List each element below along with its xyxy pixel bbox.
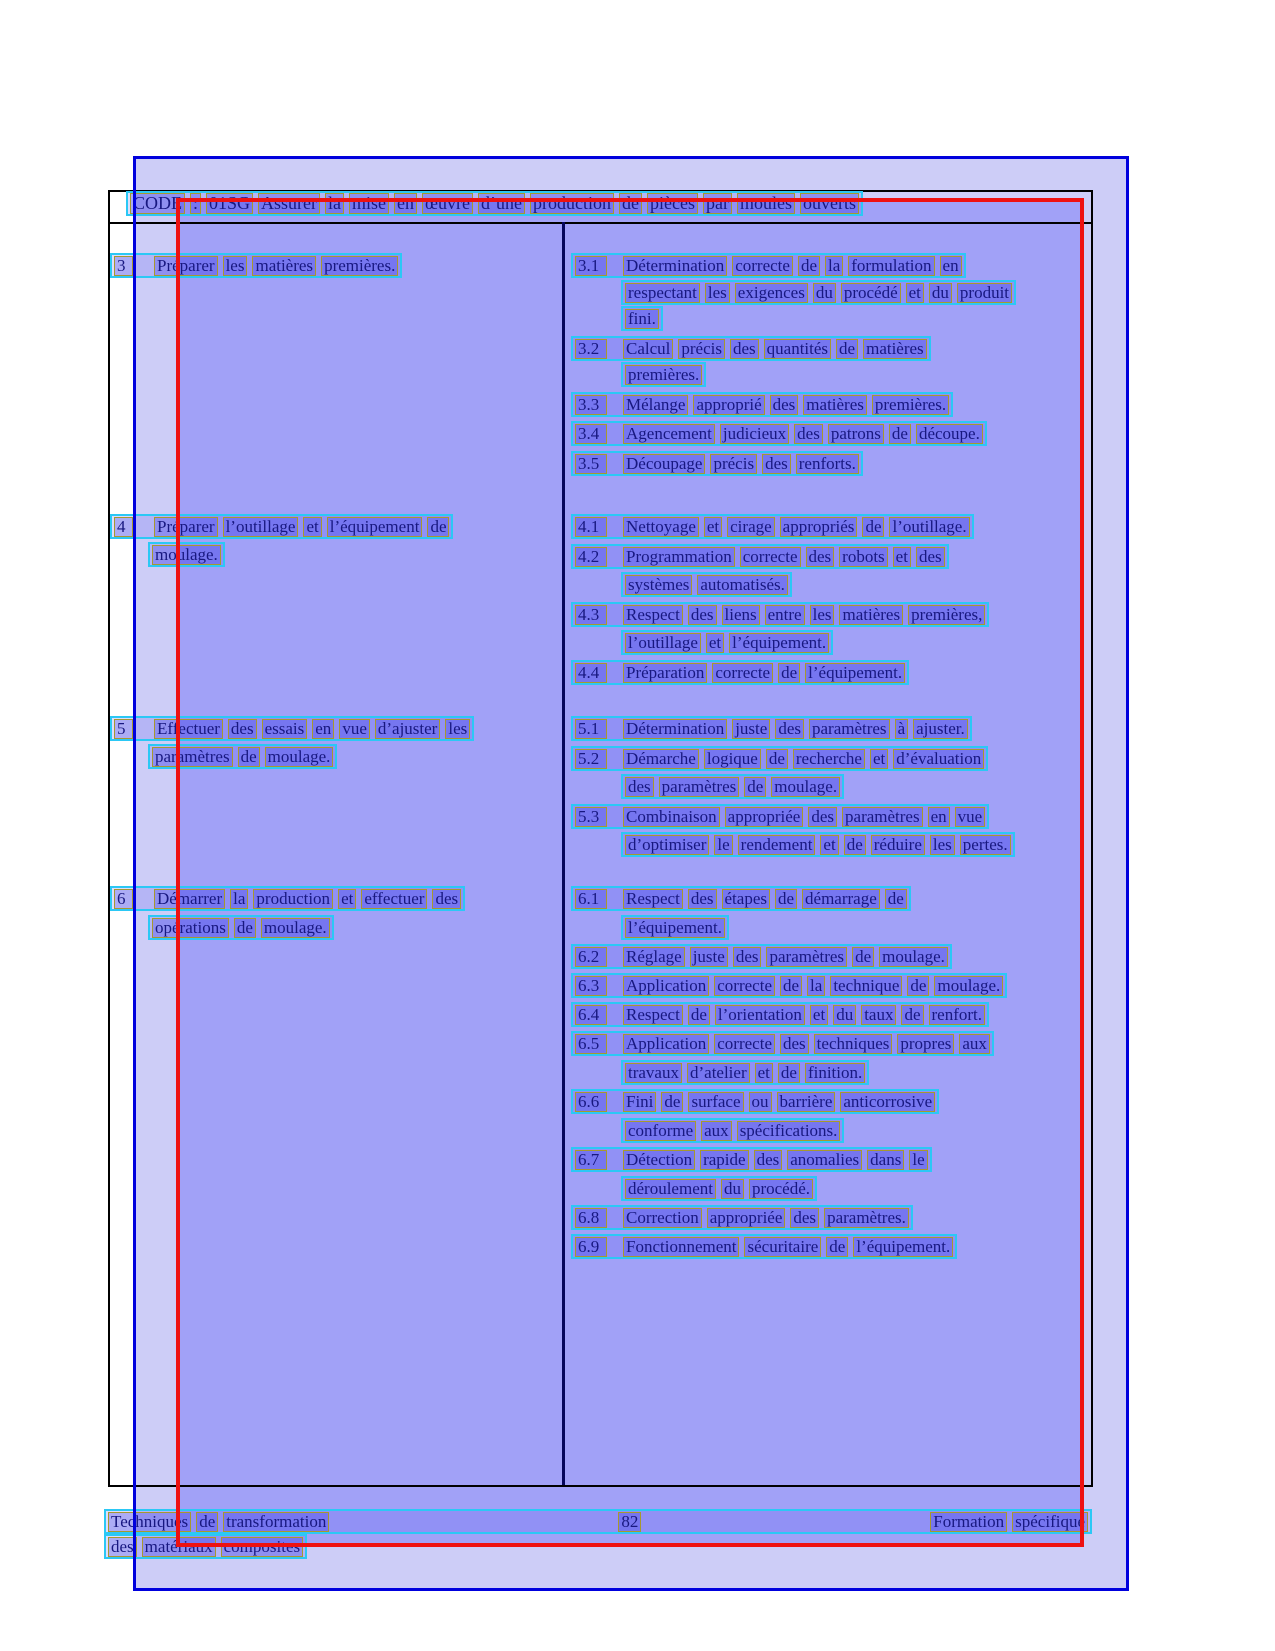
ocr-word-box[interactable]: et — [906, 283, 924, 303]
ocr-word-box[interactable]: essais — [262, 719, 308, 739]
ocr-word-box-item-number[interactable]: 3.2 — [575, 339, 607, 359]
ocr-word-box[interactable]: Préparer — [154, 256, 218, 276]
ocr-word-box[interactable]: réduire — [871, 835, 925, 855]
ocr-word-box[interactable]: des — [688, 605, 717, 625]
ocr-word-box-header[interactable]: CODE — [130, 193, 185, 214]
ocr-word-box[interactable]: la — [230, 889, 248, 909]
ocr-word-box[interactable]: et — [704, 517, 722, 537]
ocr-word-box[interactable]: Application — [623, 1034, 709, 1054]
ocr-word-box[interactable]: produit — [957, 283, 1012, 303]
ocr-word-box[interactable]: surface — [688, 1092, 743, 1112]
ocr-word-box[interactable]: moulage. — [771, 777, 840, 797]
ocr-line-box-subcriterion[interactable] — [571, 716, 972, 741]
ocr-line-box-subcriterion[interactable] — [571, 973, 1007, 998]
ocr-word-box[interactable]: moulage. — [934, 976, 1003, 996]
ocr-word-box[interactable]: travaux — [625, 1063, 682, 1083]
ocr-word-box-footer[interactable]: Formation — [930, 1512, 1007, 1532]
ocr-word-box[interactable]: opérations — [152, 918, 229, 938]
ocr-word-box[interactable]: l’équipement. — [853, 1237, 953, 1257]
ocr-word-box[interactable]: l’équipement. — [625, 918, 725, 938]
ocr-word-box[interactable]: rendement — [738, 835, 816, 855]
ocr-word-box-item-number[interactable]: 3.4 — [575, 424, 607, 444]
table-column-divider — [562, 222, 565, 1485]
ocr-word-box[interactable]: des — [730, 339, 759, 359]
ocr-line-box-subcriterion[interactable] — [621, 1060, 869, 1085]
ocr-word-box[interactable]: cirage — [727, 517, 775, 537]
ocr-word-box[interactable]: moulage. — [265, 747, 334, 767]
ocr-word-box[interactable]: Préparation — [623, 663, 707, 683]
ocr-word-box[interactable]: Respect — [623, 605, 683, 625]
ocr-word-box[interactable]: de — [238, 747, 260, 767]
ocr-word-box[interactable]: procédé. — [749, 1179, 813, 1199]
ocr-word-box[interactable]: du — [929, 283, 952, 303]
ocr-word-box[interactable]: les — [930, 835, 955, 855]
ocr-word-box[interactable]: des — [625, 777, 654, 797]
ocr-line-box-footer[interactable] — [104, 1509, 1092, 1534]
ocr-word-box[interactable]: étapes — [722, 889, 770, 909]
ocr-word-box[interactable]: d’évaluation — [893, 749, 984, 769]
footer-left-text — [108, 1512, 329, 1532]
ocr-word-box-item-number[interactable]: 4 — [114, 517, 133, 537]
ocr-line-box-criterion[interactable] — [110, 716, 474, 741]
ocr-word-box[interactable]: formulation — [848, 256, 934, 276]
ocr-word-box[interactable]: des — [808, 807, 837, 827]
ocr-line-box-subcriterion[interactable] — [571, 1234, 957, 1259]
ocr-word-box[interactable]: effectuer — [361, 889, 427, 909]
ocr-line-box-criterion[interactable] — [148, 915, 334, 940]
ocr-word-box-item-number[interactable]: 3.5 — [575, 454, 607, 474]
ocr-word-box[interactable]: l’équipement. — [805, 663, 905, 683]
ocr-word-box[interactable]: précis — [678, 339, 725, 359]
ocr-line-box-subcriterion[interactable] — [571, 514, 974, 539]
ocr-word-box-item-number[interactable]: 3 — [114, 256, 133, 276]
ocr-line-box-subcriterion[interactable] — [571, 392, 953, 417]
ocr-word-box-header[interactable]: par — [703, 193, 732, 214]
ocr-word-box[interactable]: moulage. — [152, 545, 221, 565]
ocr-word-box[interactable]: d’atelier — [687, 1063, 750, 1083]
page-number — [618, 1512, 641, 1532]
ocr-word-box[interactable]: Agencement — [623, 424, 715, 444]
ocr-word-box[interactable]: de — [885, 889, 907, 909]
ocr-line-box-subcriterion[interactable] — [621, 832, 1015, 857]
ocr-line-box-criterion[interactable] — [110, 253, 402, 278]
ocr-word-box-header[interactable]: : — [190, 193, 201, 214]
ocr-word-box[interactable]: procédé — [841, 283, 901, 303]
ocr-line-box-subcriterion[interactable] — [571, 804, 989, 829]
ocr-word-box[interactable]: Détermination — [623, 719, 727, 739]
ocr-word-box[interactable]: les — [223, 256, 248, 276]
ocr-word-box[interactable]: l’outillage. — [889, 517, 969, 537]
ocr-word-box[interactable]: systèmes — [625, 575, 692, 595]
ocr-word-box[interactable]: taux — [861, 1005, 896, 1025]
ocr-line-box-subcriterion[interactable] — [571, 336, 931, 361]
ocr-word-box-footer[interactable]: composites — [221, 1537, 304, 1557]
ocr-word-box[interactable]: paramètres — [842, 807, 923, 827]
ocr-word-box[interactable]: des — [916, 547, 945, 567]
ocr-word-box[interactable]: Fonctionnement — [623, 1237, 739, 1257]
ocr-word-box-item-number[interactable]: 6.1 — [575, 889, 607, 909]
ocr-word-box[interactable]: des — [806, 547, 835, 567]
ocr-word-box[interactable]: et — [338, 889, 356, 909]
ocr-word-box[interactable]: correcte — [712, 663, 773, 683]
ocr-word-box[interactable]: techniques — [814, 1034, 893, 1054]
ocr-word-box[interactable]: Détection — [623, 1150, 695, 1170]
ocr-word-box[interactable]: correcte — [740, 547, 801, 567]
ocr-word-box-item-number[interactable]: 6.8 — [575, 1208, 607, 1228]
ocr-line-box-subcriterion[interactable] — [571, 746, 988, 771]
ocr-word-box[interactable]: de — [901, 1005, 923, 1025]
ocr-word-box[interactable]: les — [445, 719, 470, 739]
ocr-word-box-item-number[interactable]: 5 — [114, 719, 133, 739]
ocr-word-box[interactable]: approprié — [693, 395, 764, 415]
ocr-word-box[interactable]: quantités — [764, 339, 831, 359]
ocr-word-box[interactable]: appropriée — [725, 807, 804, 827]
ocr-word-box-item-number[interactable]: 3.3 — [575, 395, 607, 415]
ocr-word-box[interactable]: automatisés. — [697, 575, 788, 595]
ocr-word-box[interactable]: de — [844, 835, 866, 855]
ocr-word-box-item-number[interactable]: 6.5 — [575, 1034, 607, 1054]
ocr-line-box-subcriterion[interactable] — [571, 602, 989, 627]
ocr-word-box-header[interactable]: de — [619, 193, 642, 214]
ocr-word-box[interactable]: paramètres — [809, 719, 890, 739]
ocr-word-box[interactable]: ajuster. — [913, 719, 968, 739]
ocr-word-box[interactable]: l’équipement — [327, 517, 423, 537]
ocr-word-box[interactable]: barrière — [777, 1092, 836, 1112]
ocr-word-box-item-number[interactable]: 6.9 — [575, 1237, 607, 1257]
ocr-word-box[interactable]: appropriée — [707, 1208, 786, 1228]
ocr-word-box[interactable]: dans — [867, 1150, 904, 1170]
ocr-line-box-subcriterion[interactable] — [621, 1118, 844, 1143]
ocr-line-box-subcriterion[interactable] — [621, 362, 706, 387]
ocr-word-box[interactable]: paramètres — [766, 947, 847, 967]
ocr-word-box[interactable]: premières, — [908, 605, 985, 625]
ocr-word-box[interactable]: de — [688, 1005, 710, 1025]
ocr-word-box[interactable]: et — [810, 1005, 828, 1025]
ocr-word-box-item-number[interactable]: 6.3 — [575, 976, 607, 996]
ocr-word-box-item-number[interactable]: 4.3 — [575, 605, 607, 625]
ocr-word-box[interactable]: des — [775, 719, 804, 739]
ocr-word-box[interactable]: de — [798, 256, 820, 276]
ocr-word-box-item-number[interactable]: 6 — [114, 889, 133, 909]
ocr-word-box[interactable]: moulage. — [261, 918, 330, 938]
ocr-line-box-subcriterion[interactable] — [571, 1089, 939, 1114]
ocr-line-box-criterion[interactable] — [110, 514, 453, 539]
ocr-word-box[interactable]: des — [228, 719, 257, 739]
ocr-word-box-header[interactable]: d’une — [478, 193, 525, 214]
ocr-line-box-criterion[interactable] — [110, 886, 465, 911]
ocr-word-box-item-number[interactable]: 6.7 — [575, 1150, 607, 1170]
ocr-word-box[interactable]: de — [907, 976, 929, 996]
ocr-word-box[interactable]: aux — [701, 1121, 732, 1141]
ocr-line-box-subcriterion[interactable] — [571, 421, 987, 446]
ocr-word-box-item-number[interactable]: 4.4 — [575, 663, 607, 683]
ocr-word-box[interactable]: respectant — [625, 283, 700, 303]
ocr-word-box[interactable]: Combinaison — [623, 807, 720, 827]
ocr-line-box-subcriterion[interactable] — [621, 572, 792, 597]
ocr-word-box[interactable]: les — [705, 283, 730, 303]
ocr-word-box[interactable]: appropriés — [780, 517, 858, 537]
ocr-word-box[interactable]: renforts. — [796, 454, 859, 474]
ocr-word-box[interactable]: de — [852, 947, 874, 967]
ocr-word-box[interactable]: matières — [839, 605, 903, 625]
ocr-word-box[interactable]: sécuritaire — [744, 1237, 821, 1257]
ocr-word-box[interactable]: du — [721, 1179, 744, 1199]
ocr-word-box[interactable]: de — [775, 889, 797, 909]
ocr-word-box[interactable]: juste — [690, 947, 728, 967]
ocr-word-box[interactable]: Calcul — [623, 339, 673, 359]
ocr-word-box-item-number[interactable]: 3.1 — [575, 256, 607, 276]
ocr-word-box[interactable]: pertes. — [960, 835, 1011, 855]
ocr-word-box[interactable]: déroulement — [625, 1179, 716, 1199]
ocr-word-box[interactable]: de — [826, 1237, 848, 1257]
ocr-word-box[interactable]: logique — [704, 749, 761, 769]
ocr-word-box[interactable]: Réglage — [623, 947, 685, 967]
ocr-word-box[interactable]: de — [427, 517, 449, 537]
ocr-line-box-criterion[interactable] — [148, 542, 225, 567]
ocr-word-box[interactable]: des — [754, 1150, 783, 1170]
ocr-word-box[interactable]: en — [312, 719, 334, 739]
ocr-word-box[interactable]: des — [432, 889, 461, 909]
ocr-word-box[interactable]: découpe. — [916, 424, 983, 444]
ocr-line-box-subcriterion[interactable] — [621, 306, 663, 331]
ocr-word-box-header[interactable]: pièces — [647, 193, 698, 214]
ocr-word-box[interactable]: des — [790, 1208, 819, 1228]
ocr-word-box-header[interactable]: mise — [349, 193, 389, 214]
ocr-line-box-subcriterion[interactable] — [571, 253, 966, 278]
ocr-word-box[interactable]: en — [940, 256, 962, 276]
ocr-word-box[interactable]: Application — [623, 976, 709, 996]
ocr-word-box[interactable]: du — [833, 1005, 856, 1025]
ocr-word-box[interactable]: matières — [252, 256, 316, 276]
ocr-line-box-subcriterion[interactable] — [621, 774, 844, 799]
ocr-word-box[interactable]: anomalies — [787, 1150, 862, 1170]
ocr-word-box[interactable]: des — [688, 889, 717, 909]
ocr-word-box[interactable]: juste — [732, 719, 770, 739]
ocr-word-box[interactable]: Respect — [623, 1005, 683, 1025]
ocr-word-box-footer[interactable]: spécifique — [1012, 1512, 1088, 1532]
ocr-word-box[interactable]: spécifications. — [737, 1121, 841, 1141]
ocr-word-box-header[interactable]: la — [325, 193, 344, 214]
ocr-line-box-criterion[interactable] — [148, 744, 337, 769]
ocr-word-box[interactable]: des — [794, 424, 823, 444]
ocr-word-box-footer[interactable]: Techniques — [108, 1512, 191, 1532]
ocr-word-box[interactable]: conforme — [625, 1121, 696, 1141]
ocr-word-box-item-number[interactable]: 6.6 — [575, 1092, 607, 1112]
ocr-line-box-subcriterion[interactable] — [571, 886, 911, 911]
ocr-word-box-item-number[interactable]: 5.3 — [575, 807, 607, 827]
ocr-word-box[interactable]: de — [778, 663, 800, 683]
ocr-word-box-header[interactable]: 01SG — [206, 193, 253, 214]
ocr-word-box[interactable]: et — [303, 517, 321, 537]
ocr-word-box[interactable]: finition. — [805, 1063, 865, 1083]
ocr-line-box-subcriterion[interactable] — [621, 630, 833, 655]
ocr-word-box[interactable]: recherche — [793, 749, 865, 769]
ocr-word-box[interactable]: matières — [863, 339, 927, 359]
ocr-word-box-item-number[interactable]: 4.1 — [575, 517, 607, 537]
ocr-word-box[interactable]: paramètres — [152, 747, 233, 767]
ocr-word-box[interactable]: judicieux — [720, 424, 789, 444]
ocr-word-box[interactable]: de — [744, 777, 766, 797]
ocr-word-box[interactable]: Programmation — [623, 547, 735, 567]
ocr-word-box-item-number[interactable]: 5.1 — [575, 719, 607, 739]
ocr-word-box[interactable]: rapide — [700, 1150, 748, 1170]
ocr-word-box-item-number[interactable]: 4.2 — [575, 547, 607, 567]
ocr-word-box[interactable]: correcte — [714, 1034, 775, 1054]
ocr-word-box[interactable]: de — [889, 424, 911, 444]
ocr-line-box-footer[interactable] — [104, 1534, 307, 1559]
ocr-word-box-footer[interactable]: de — [196, 1512, 218, 1532]
ocr-word-box[interactable]: correcte — [714, 976, 775, 996]
ocr-word-box[interactable]: robots — [839, 547, 888, 567]
ocr-word-box[interactable]: premières. — [872, 395, 949, 415]
ocr-line-box-header[interactable] — [126, 191, 863, 216]
ocr-word-box[interactable]: du — [813, 283, 836, 303]
ocr-word-box-page-number[interactable]: 82 — [618, 1512, 641, 1532]
table-header-divider — [108, 222, 1093, 224]
ocr-word-box[interactable]: premières. — [321, 256, 398, 276]
ocr-word-box[interactable]: production — [253, 889, 333, 909]
ocr-line-box-subcriterion[interactable] — [621, 280, 1016, 305]
ocr-word-box-footer[interactable]: des — [108, 1537, 137, 1557]
ocr-word-box[interactable]: et — [820, 835, 838, 855]
ocr-word-box[interactable]: de — [836, 339, 858, 359]
ocr-word-box[interactable]: paramètres. — [824, 1208, 909, 1228]
ocr-word-box[interactable]: Détermination — [623, 256, 727, 276]
ocr-word-box[interactable]: Respect — [623, 889, 683, 909]
ocr-word-box[interactable]: des — [780, 1034, 809, 1054]
ocr-word-box[interactable]: Correction — [623, 1208, 702, 1228]
ocr-line-box-subcriterion[interactable] — [571, 1205, 913, 1230]
ocr-word-box[interactable]: l’équipement. — [729, 633, 829, 653]
ocr-word-box[interactable]: propres — [897, 1034, 954, 1054]
ocr-word-box[interactable]: Nettoyage — [623, 517, 699, 537]
ocr-word-box[interactable]: en — [928, 807, 950, 827]
ocr-word-box[interactable]: de — [780, 976, 802, 996]
ocr-word-box[interactable]: de — [766, 749, 788, 769]
ocr-word-box[interactable]: des — [733, 947, 762, 967]
ocr-word-box[interactable]: de — [234, 918, 256, 938]
ocr-word-box-header[interactable]: en — [394, 193, 417, 214]
ocr-word-box-item-number[interactable]: 6.2 — [575, 947, 607, 967]
ocr-word-box[interactable]: vue — [339, 719, 370, 739]
footer-right-text — [930, 1512, 1088, 1532]
ocr-word-box[interactable]: des — [762, 454, 791, 474]
ocr-word-box[interactable]: ou — [749, 1092, 772, 1112]
ocr-word-box[interactable]: Découpage — [623, 454, 705, 474]
ocr-word-box[interactable]: Démarrer — [154, 889, 225, 909]
ocr-word-box-header[interactable]: moules — [737, 193, 795, 214]
ocr-word-box[interactable]: Préparer — [154, 517, 218, 537]
ocr-word-box[interactable]: fini. — [625, 309, 659, 329]
ocr-word-box[interactable]: exigences — [735, 283, 808, 303]
ocr-word-box[interactable]: précis — [710, 454, 757, 474]
ocr-word-box[interactable]: moulage. — [879, 947, 948, 967]
ocr-word-box[interactable]: et — [706, 633, 724, 653]
ocr-word-box[interactable]: démarrage — [802, 889, 880, 909]
ocr-word-box[interactable]: Démarche — [623, 749, 699, 769]
ocr-line-box-subcriterion[interactable] — [571, 1031, 994, 1056]
ocr-word-box[interactable]: Mélange — [623, 395, 688, 415]
ocr-word-box-header[interactable]: production — [530, 193, 614, 214]
ocr-word-box[interactable]: technique — [830, 976, 902, 996]
ocr-word-box[interactable]: de — [862, 517, 884, 537]
ocr-word-box[interactable]: patrons — [828, 424, 884, 444]
ocr-word-box[interactable]: Effectuer — [154, 719, 223, 739]
ocr-word-box[interactable]: liens — [722, 605, 760, 625]
ocr-word-box-footer[interactable]: matériaux — [142, 1537, 216, 1557]
ocr-word-box-header[interactable]: ouverts — [800, 193, 859, 214]
ocr-word-box[interactable]: paramètres — [659, 777, 740, 797]
ocr-word-box[interactable]: et — [755, 1063, 773, 1083]
ocr-word-box[interactable]: la — [825, 256, 843, 276]
ocr-word-box[interactable]: et — [870, 749, 888, 769]
ocr-line-box-subcriterion[interactable] — [571, 1002, 989, 1027]
ocr-line-box-subcriterion[interactable] — [571, 944, 952, 969]
ocr-word-box[interactable]: le — [714, 835, 732, 855]
ocr-word-box[interactable]: renfort. — [929, 1005, 986, 1025]
ocr-word-box[interactable]: d’ajuster — [375, 719, 440, 739]
ocr-word-box-header[interactable]: Assurer — [258, 193, 320, 214]
ocr-word-box[interactable]: et — [893, 547, 911, 567]
ocr-word-box-item-number[interactable]: 5.2 — [575, 749, 607, 769]
ocr-word-box[interactable]: entre — [765, 605, 805, 625]
ocr-line-box-subcriterion[interactable] — [571, 451, 863, 476]
ocr-word-box[interactable]: la — [807, 976, 825, 996]
ocr-word-box[interactable]: à — [895, 719, 909, 739]
ocr-word-box[interactable]: les — [810, 605, 835, 625]
ocr-line-box-subcriterion[interactable] — [621, 1176, 817, 1201]
ocr-word-box[interactable]: matières — [803, 395, 867, 415]
ocr-word-box[interactable]: correcte — [732, 256, 793, 276]
ocr-line-box-subcriterion[interactable] — [621, 915, 729, 940]
ocr-word-box[interactable]: premières. — [625, 365, 702, 385]
ocr-word-box[interactable]: de — [661, 1092, 683, 1112]
ocr-line-box-subcriterion[interactable] — [571, 1147, 932, 1172]
ocr-word-box[interactable]: des — [770, 395, 799, 415]
ocr-word-box[interactable]: aux — [959, 1034, 990, 1054]
ocr-word-box[interactable]: l’orientation — [715, 1005, 805, 1025]
ocr-word-box-header[interactable]: œuvre — [422, 193, 473, 214]
ocr-word-box-footer[interactable]: transformation — [223, 1512, 329, 1532]
ocr-word-box[interactable]: de — [778, 1063, 800, 1083]
ocr-word-box[interactable]: Fini — [623, 1092, 656, 1112]
ocr-line-box-subcriterion[interactable] — [571, 544, 949, 569]
ocr-word-box[interactable]: le — [909, 1150, 927, 1170]
ocr-line-box-subcriterion[interactable] — [571, 660, 909, 685]
ocr-word-box[interactable]: d’optimiser — [625, 835, 709, 855]
ocr-word-box[interactable]: anticorrosive — [840, 1092, 935, 1112]
ocr-word-box[interactable]: l’outillage — [625, 633, 701, 653]
ocr-word-box-item-number[interactable]: 6.4 — [575, 1005, 607, 1025]
ocr-word-box[interactable]: vue — [955, 807, 986, 827]
ocr-word-box[interactable]: l’outillage — [223, 517, 299, 537]
